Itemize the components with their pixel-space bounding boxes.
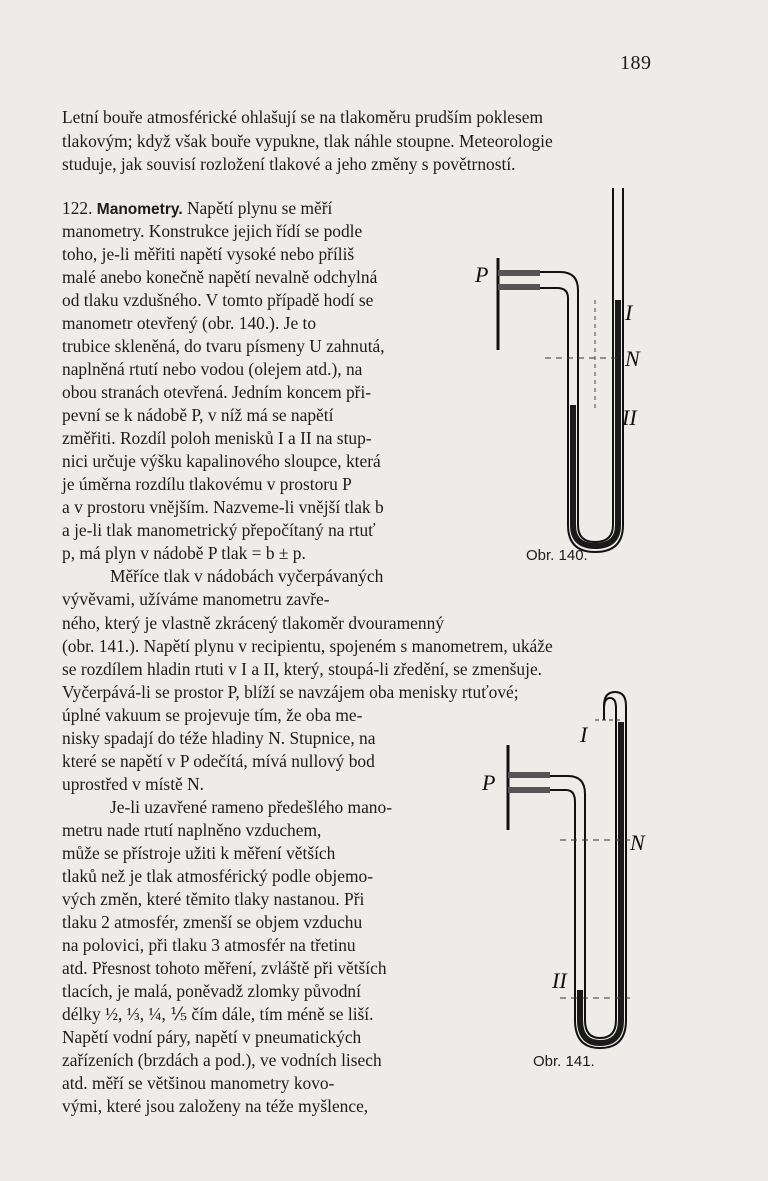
intro-line-1: Letní bouře atmosférické ohlašují se na tlakoměru prudším poklesem [62,107,544,127]
page-number: 189 [620,52,652,74]
para1-line-5: od tlaku vzdušného. V tomto případě hodí se [62,290,374,310]
para3-line-9: tlacích, je malá, poněvadž zlomky původní [62,981,361,1001]
para3-line-10: délky ½, ⅓, ¼, ⅕ čím dále, tím méně se liší. [62,1004,374,1024]
para1-line-15: a je-li tlak manometrický přepočítaný na rtuť [62,520,376,540]
para1-line-13: je úměrna rozdílu tlakovému v prostoru P [62,474,352,494]
section-heading [62,197,332,221]
u-tube-outer-2 [550,692,626,1048]
para2-line-10: uprostřed v místě N. [62,774,205,794]
fig141-label-n: N [630,830,645,855]
para1-line-4: malé anebo konečně napětí nevalně odchylná [62,267,378,287]
para2-line-9: které se napětí v P odečítá, mívá nullový bod [62,751,375,771]
para1-line-10: pevní se k nádobě P, v níž má se napětí [62,405,334,425]
para2-line-5: se rozdílem hladin rtuti v I a II, který, stoupá-li zředění, se zmenšuje. [62,659,543,679]
para3-line-13: atd. měří se většinou manometry kovo- [62,1073,335,1093]
para1-line-14: a v prostoru vnějším. Nazveme-li vnější tlak b [62,497,384,517]
connector-top [498,270,540,276]
para1-line-16: p, má plyn v nádobě P tlak = b ± p. [62,543,306,563]
fig141-label-i: I [580,722,588,747]
mercury-column [580,722,621,1043]
para1-line-2: manometry. Konstrukce jejich řídí se podle [62,221,363,241]
connector-bottom [508,787,550,793]
figure-140-diagram [465,180,665,560]
para2-line-8: nisky spadají do téže hladiny N. Stupnice, na [62,728,376,748]
figure-141-diagram [470,690,660,1060]
para3-line-11: Napětí vodní páry, napětí v pneumatických [62,1027,362,1047]
para2-line-7: úplné vakuum se projevuje tím, že oba me- [62,705,363,725]
fig140-label-p: P [475,262,489,287]
para1-line-8: naplněná rtutí nebo vodou (olejem atd.), na [62,359,363,379]
connector-bottom [498,284,540,290]
para3-line-14: vými, které jsou založeny na téže myšlence, [62,1096,369,1116]
para2-line-3: ného, který je vlastně zkrácený tlakoměr dvouramenný [62,613,444,633]
section-number: 122. [62,198,93,218]
u-tube-outer [540,188,613,542]
fig140-label-n: N [625,346,640,371]
intro-line-3: studuje, jak souvisí rozložení tlakové a jeho změny s povětrností. [62,154,516,174]
para2-line-6: Vyčerpává-li se prostor P, blíží se navzájem oba menisky rtuťové; [62,682,519,702]
fig140-label-i: I [625,300,633,325]
para1-line-12: nici určuje výšku kapalinového sloupce, která [62,451,381,471]
para1-line-7: trubice skleněná, do tvaru písmeny U zahnutá, [62,336,385,356]
figure-140-caption: Obr. 140. [526,547,588,564]
fig140-label-ii: II [622,405,637,430]
para2-line-4: (obr. 141.). Napětí plynu v recipientu, spojeném s manometrem, ukáže [62,636,553,656]
para3-line-7: na polovici, při tlaku 3 atmosfér na třetinu [62,935,356,955]
mercury-column [573,300,618,546]
intro-line-2: tlakovým; když však bouře vypukne, tlak náhle stoupne. Meteorologie [62,131,553,151]
para3-line-6: tlaku 2 atmosfér, zmenší se objem vzduchu [62,912,363,932]
connector-top [508,772,550,778]
section-title: Manometry. [96,201,183,218]
para3-line-2: metru nade rtutí naplněno vzduchem, [62,820,322,840]
para3-line-8: atd. Přesnost tohoto měření, zvláště při větších [62,958,387,978]
para2-line-2: vývěvami, užíváme manometru zavře- [62,589,330,609]
para2-line-1: Měříce tlak v nádobách vyčerpávaných [110,566,384,586]
para3-line-12: zařízeních (brzdách a pod.), ve vodních lisech [62,1050,382,1070]
para1-line-6: manometr otevřený (obr. 140.). Je to [62,313,317,333]
para3-line-5: vých změn, které těmito tlaky nastanou. Při [62,889,365,909]
fig141-label-p: P [482,770,496,795]
u-tube-outer-2 [540,188,623,552]
fig141-label-ii: II [552,968,567,993]
para3-line-1: Je-li uzavřené rameno předešlého mano- [110,797,392,817]
figure-141-caption: Obr. 141. [533,1053,595,1070]
para3-line-4: tlaků než je tlak atmosférický podle objemo- [62,866,373,886]
para1-line-11: změřiti. Rozdíl poloh menisků I a II na stup- [62,428,372,448]
para1-line-1: Napětí plynu se měří [187,198,333,218]
para1-line-9: obou stranách otevřená. Jedním koncem při- [62,382,372,402]
para3-line-3: může se přístroje užiti k měření větších [62,843,336,863]
para1-line-3: toho, je-li měřiti napětí vysoké nebo příliš [62,244,355,264]
